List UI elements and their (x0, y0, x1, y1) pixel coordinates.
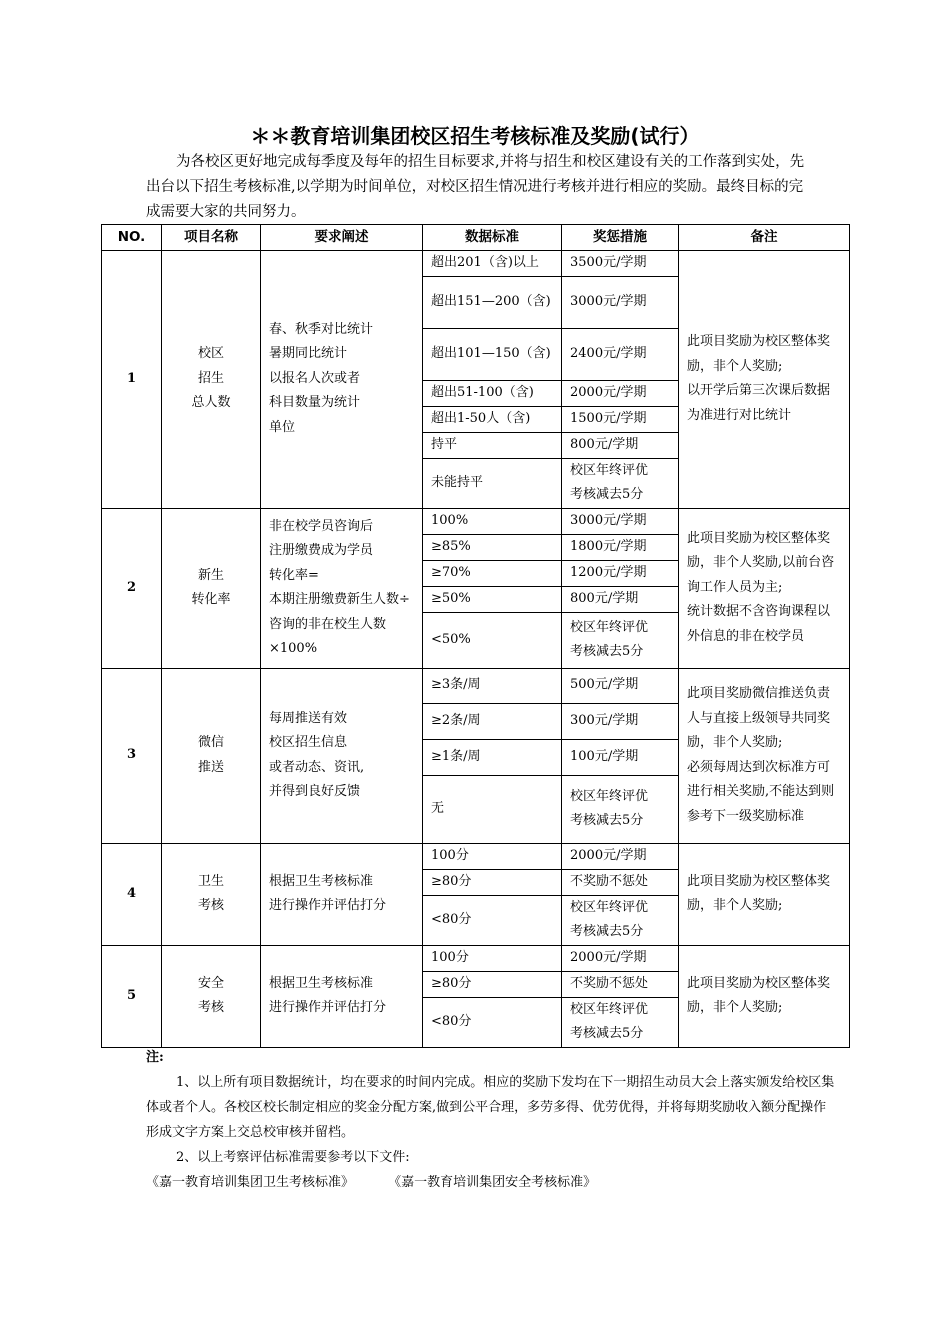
remark-text: 此项目奖励为校区整体奖励，非个人奖励; (679, 843, 850, 945)
data-standard: <80分 (423, 997, 562, 1047)
notes-heading: 注: (146, 1050, 164, 1065)
item-name: 新生 转化率 (162, 508, 261, 668)
table-header-row (102, 225, 850, 251)
header-item-name: 项目名称 (162, 225, 261, 251)
remark-text: 此项目奖励为校区整体奖励，非个人奖励,以前台咨询工作人员为主; 统计数据不含咨询课程以外信息的非在校学员 (679, 508, 850, 668)
reward-measure: 1800元/学期 (562, 534, 679, 560)
requirement-text: 非在校学员咨询后 注册缴费成为学员 转化率= 本期注册缴费新生人数÷咨询的非在校生人数×100% (261, 508, 423, 668)
reward-measure: 2000元/学期 (562, 843, 679, 869)
remark-text: 此项目奖励为校区整体奖励，非个人奖励; 以开学后第三次课后数据为准进行对比统计 (679, 250, 850, 508)
reward-measure: 300元/学期 (562, 703, 679, 739)
intro-text: 为各校区更好地完成每季度及每年的招生目标要求,并将与招生和校区建设有关的工作落到实处，先出台以下招生考核标准,以学期为时间单位，对校区招生情况进行考核并进行相应的奖励。最终目标的完成需要大家的共同努力。 (146, 154, 805, 220)
data-standard: 100分 (423, 945, 562, 971)
remark-text: 此项目奖励为校区整体奖励，非个人奖励; (679, 945, 850, 1047)
row-number: 1 (102, 250, 162, 508)
reward-measure: 3500元/学期 (562, 250, 679, 276)
reward-measure: 3000元/学期 (562, 508, 679, 534)
requirement-text: 根据卫生考核标准 进行操作并评估打分 (261, 945, 423, 1047)
header-data-standard: 数据标准 (423, 225, 562, 251)
data-standard: ≥50% (423, 586, 562, 612)
data-standard: 持平 (423, 432, 562, 458)
row-number: 4 (102, 843, 162, 945)
data-standard: ≥3条/周 (423, 668, 562, 703)
table-row (102, 508, 850, 534)
table-body (102, 250, 850, 1047)
reward-measure: 2000元/学期 (562, 380, 679, 406)
data-standard: <80分 (423, 895, 562, 945)
reward-measure: 100元/学期 (562, 739, 679, 775)
data-standard: 100% (423, 508, 562, 534)
data-standard: ≥2条/周 (423, 703, 562, 739)
remark-text: 此项目奖励微信推送负责人与直接上级领导共同奖励，非个人奖励; 必须每周达到次标准方可进行相关奖励,不能达到则参考下一级奖励标准 (679, 668, 850, 843)
data-standard: ≥80分 (423, 869, 562, 895)
intro-paragraph (146, 150, 810, 225)
data-standard: ≥80分 (423, 971, 562, 997)
notes-section (146, 1045, 836, 1195)
reward-measure: 1200元/学期 (562, 560, 679, 586)
table-row (102, 843, 850, 869)
header-requirement: 要求阐述 (261, 225, 423, 251)
row-number: 3 (102, 668, 162, 843)
row-number: 5 (102, 945, 162, 1047)
table-row (102, 250, 850, 276)
reward-measure: 800元/学期 (562, 586, 679, 612)
data-standard: 无 (423, 775, 562, 843)
data-standard: ≥1条/周 (423, 739, 562, 775)
table-row (102, 945, 850, 971)
data-standard: 超出201（含)以上 (423, 250, 562, 276)
requirement-text: 春、秋季对比统计 暑期同比统计 以报名人次或者 科目数量为统计 单位 (261, 250, 423, 508)
table-row (102, 668, 850, 703)
document-title: ＊＊教育培训集团校区招生考核标准及奖励(试行） (250, 124, 700, 148)
note-item-1: 1、以上所有项目数据统计，均在要求的时间内完成。相应的奖励下发均在下一期招生动员大会上落实颁发给校区集体或者个人。各校区校长制定相应的奖金分配方案,做到公平合理，多劳多得、优劳优得，并将每期奖励收入额分配操作形成文字方案上交总校审核并留档。 (146, 1075, 835, 1140)
data-standard: ≥70% (423, 560, 562, 586)
reward-measure: 校区年终评优 考核减去5分 (562, 458, 679, 508)
reward-measure: 校区年终评优 考核减去5分 (562, 775, 679, 843)
reward-measure: 800元/学期 (562, 432, 679, 458)
data-standard: 100分 (423, 843, 562, 869)
reward-measure: 1500元/学期 (562, 406, 679, 432)
reward-measure: 2400元/学期 (562, 328, 679, 380)
data-standard: 超出51-100（含) (423, 380, 562, 406)
data-standard: <50% (423, 612, 562, 668)
reward-measure: 3000元/学期 (562, 276, 679, 328)
header-remark: 备注 (679, 225, 850, 251)
row-number: 2 (102, 508, 162, 668)
assessment-table (101, 224, 850, 1048)
requirement-text: 每周推送有效 校区招生信息 或者动态、资讯, 并得到良好反馈 (261, 668, 423, 843)
header-reward: 奖惩措施 (562, 225, 679, 251)
requirement-text: 根据卫生考核标准 进行操作并评估打分 (261, 843, 423, 945)
reward-measure: 校区年终评优 考核减去5分 (562, 612, 679, 668)
item-name: 安全 考核 (162, 945, 261, 1047)
reference-file-hygiene: 《嘉一教育培训集团卫生考核标准》 (146, 1175, 355, 1190)
data-standard: 超出151—200（含) (423, 276, 562, 328)
header-no: NO. (102, 225, 162, 251)
reward-measure: 校区年终评优 考核减去5分 (562, 895, 679, 945)
item-name: 校区 招生 总人数 (162, 250, 261, 508)
item-name: 卫生 考核 (162, 843, 261, 945)
data-standard: 未能持平 (423, 458, 562, 508)
reward-measure: 2000元/学期 (562, 945, 679, 971)
item-name: 微信 推送 (162, 668, 261, 843)
reference-files (146, 1170, 836, 1195)
reward-measure: 不奖励不惩处 (562, 971, 679, 997)
reward-measure: 校区年终评优 考核减去5分 (562, 997, 679, 1047)
data-standard: ≥85% (423, 534, 562, 560)
reward-measure: 不奖励不惩处 (562, 869, 679, 895)
note-item-2: 2、以上考察评估标准需要参考以下文件: (176, 1150, 410, 1165)
reward-measure: 500元/学期 (562, 668, 679, 703)
reference-file-safety: 《嘉一教育培训集团安全考核标准》 (388, 1175, 597, 1190)
data-standard: 超出101—150（含) (423, 328, 562, 380)
data-standard: 超出1-50人（含) (423, 406, 562, 432)
